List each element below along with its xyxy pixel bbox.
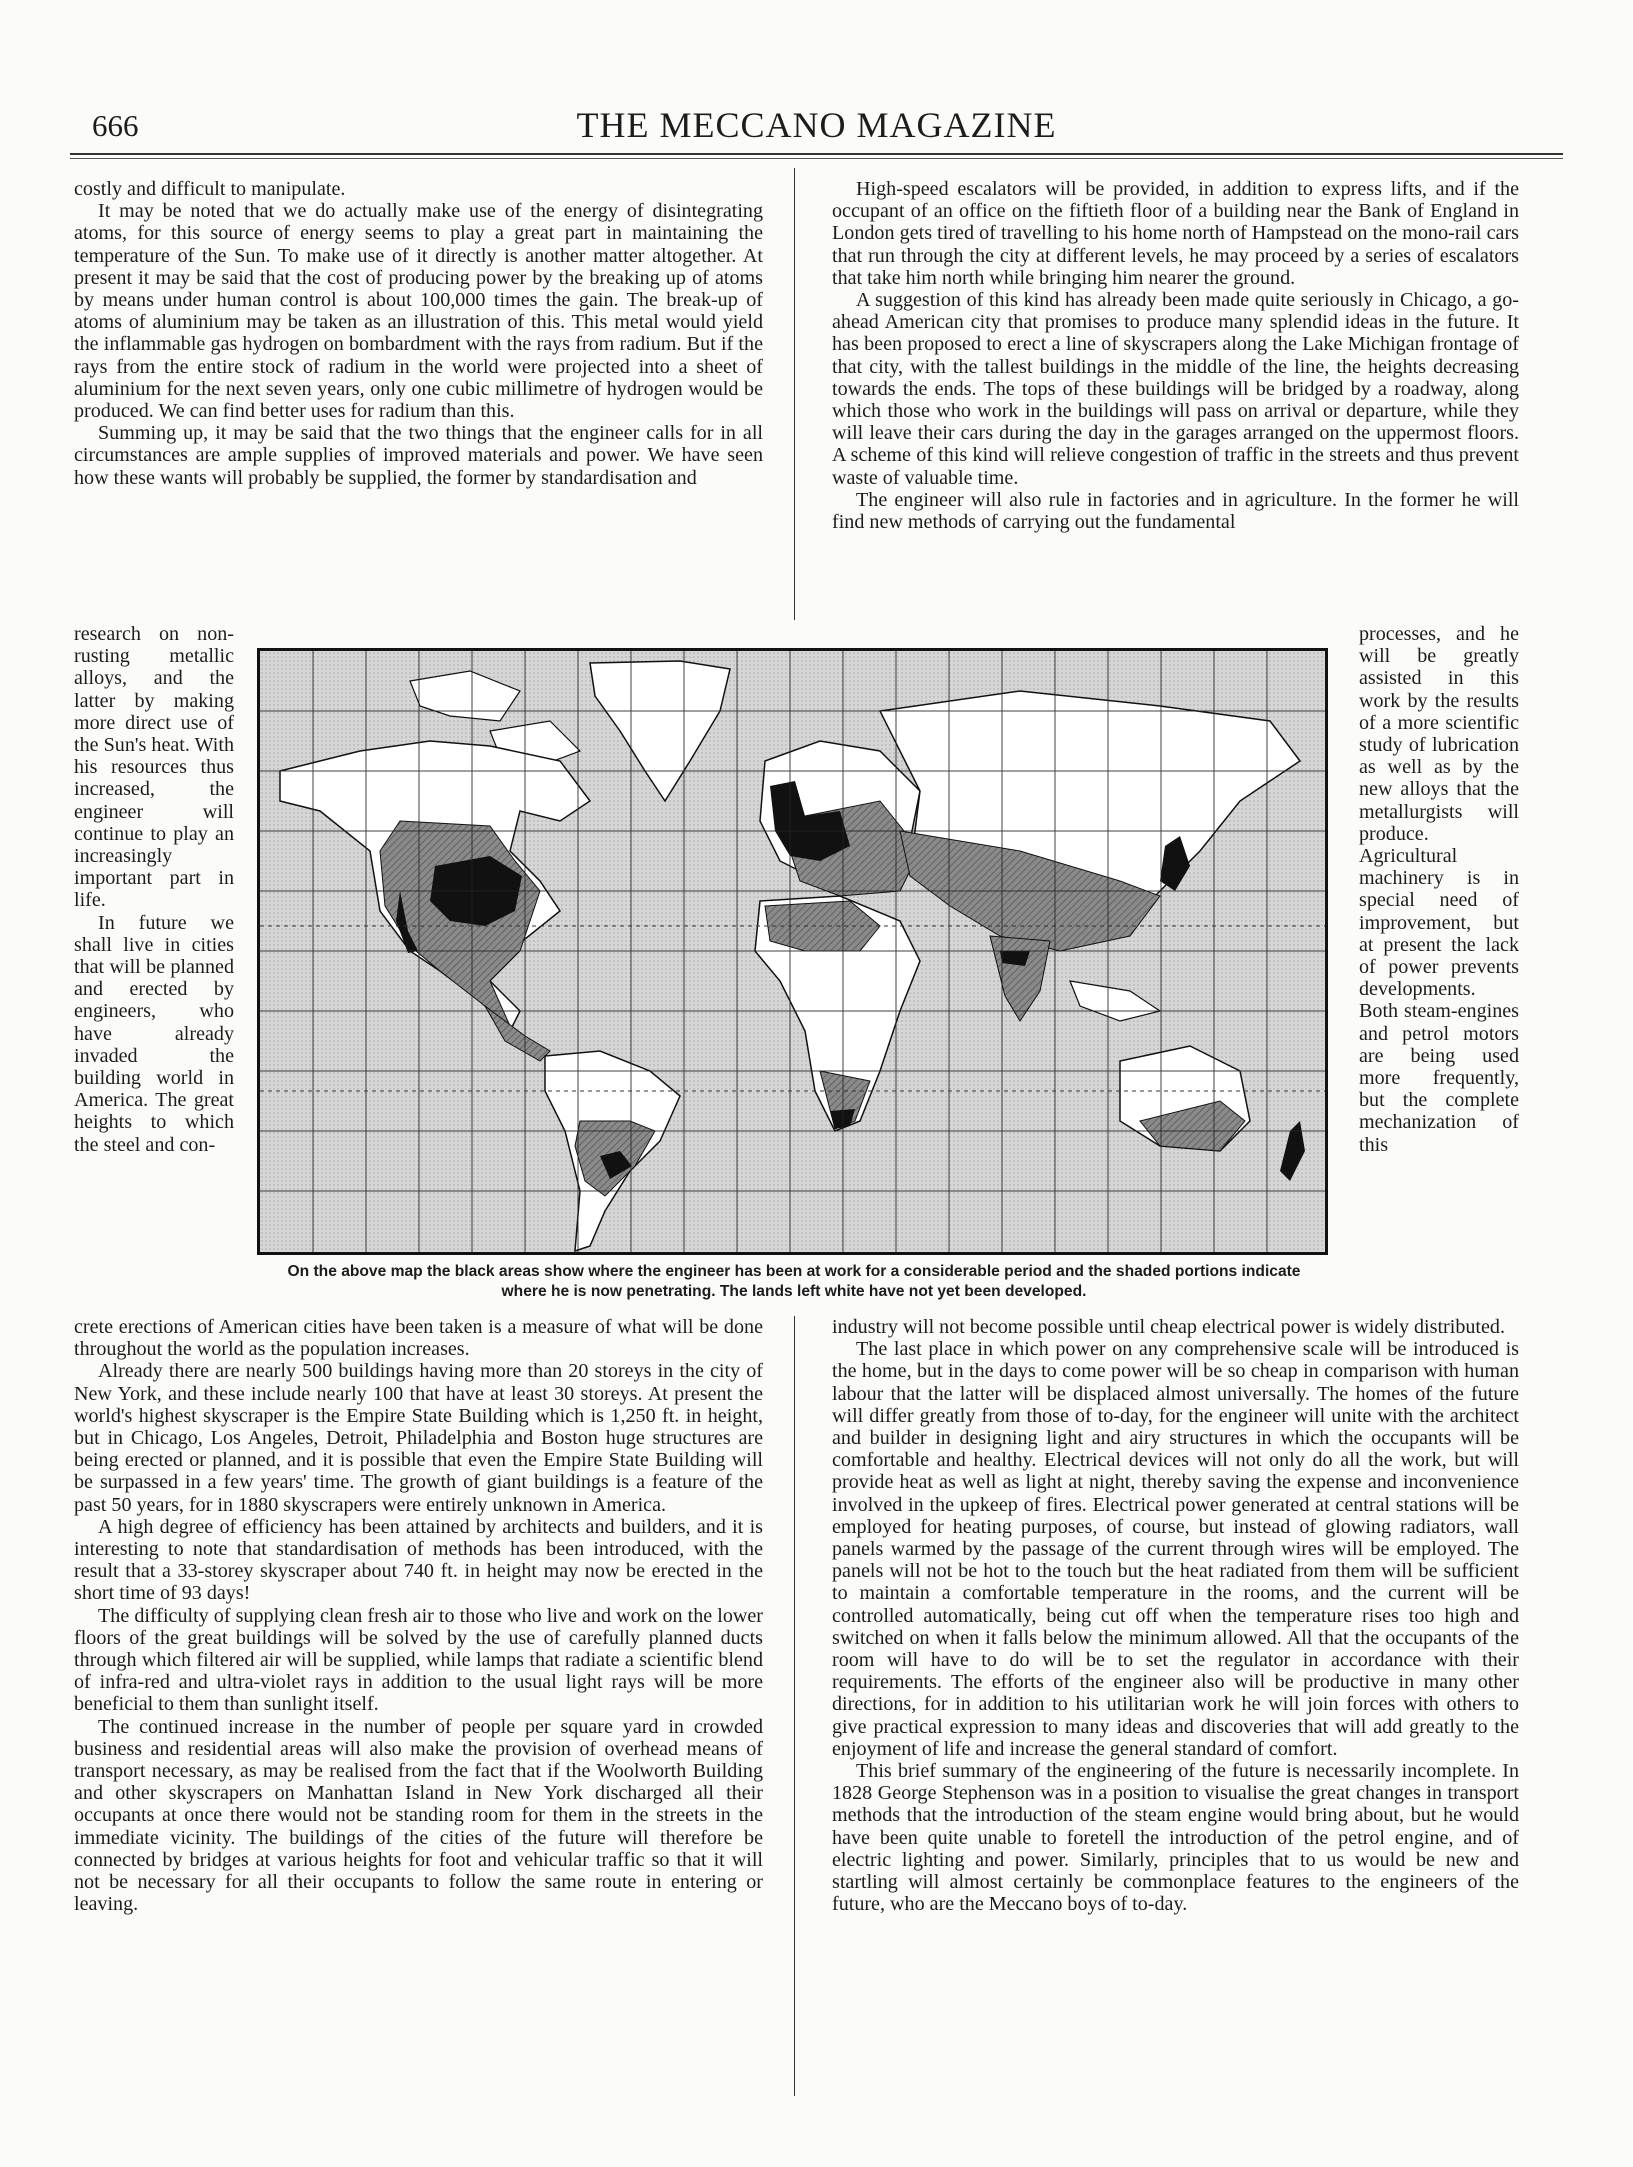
column-divider-bottom [794, 1316, 795, 2096]
paragraph: The last place in which power on any comprehensive scale will be introduced is the home, but in the days to come power will be so cheap in comparison with human labour that the latter will be displaced almost universally. The homes of the future will differ greatly from those of to-day, for the engineer will unite with the architect and builder in designing light and airy structures in which the occupants will be comfortable and healthy. Electrical devices will not only do all the work, but will provide heat as well as light at night, thereby saving the expense and inconvenience involved in the upkeep of fires. Electrical power generated at central stations will be employed for heating purposes, of course, but instead of glowing radiators, wall panels warmed by the passage of the current through wires will be employed. The panels will not be hot to the touch but the heat radiated from them will be sufficient to maintain a comfortable temperature in the rooms, and the current will be controlled automatically, being cut off when the temperature rises too high and switched on when it falls below the minimum allowed. All that the occupants of the room will have to do will be to set the regulator in accordance with their requirements. The efforts of the engineer also will be productive in many other directions, for in addition to his utilitarian work he will join forces with others to give practical expression to many ideas and discoveries that will add greatly to the enjoyment of life and increase the general standard of comfort. [832, 1338, 1519, 1760]
article-wrap-right: processes, and he will be greatly assisted in this work by the results of a more scientific study of lubrication as well as by the new alloys that the metallurgists will produce. Agricultural machinery is in special need of improvement, but at present the lack of power prevents developments. Both steam-engines and petrol motors are being used more frequently, but the complete mechanization of this [1359, 623, 1519, 1156]
page-number: 666 [92, 108, 139, 143]
column-divider-top [794, 168, 795, 620]
caption-line: On the above map the black areas show where the engineer has been at work for a considerable period and the shaded portions indicate [287, 1263, 1301, 1280]
paragraph: Already there are nearly 500 buildings having more than 20 storeys in the city of New York, and these include nearly 100 that have at least 30 storeys. At present the world's highest skyscraper is the Empire State Building which is 1,250 ft. in height, but in Chicago, Los Angeles, Detroit, Philadelphia and Boston huge structures are being erected or planned, and it is possible that even the Empire State Building will be surpassed in a few years' time. The growth of giant buildings is a feature of the past 50 years, for in 1880 skyscrapers were entirely unknown in America. [74, 1360, 763, 1516]
paragraph: In future we shall live in cities that will be planned and erected by engineers, who have already invaded the building world in America. The great heights to which the steel and con- [74, 911, 234, 1156]
world-map-figure [257, 648, 1328, 1259]
paragraph: crete erections of American cities have been taken is a measure of what will be done throughout the world as the population increases. [74, 1316, 763, 1361]
paragraph: industry will not become possible until cheap electrical power is widely distributed. [832, 1316, 1505, 1338]
paragraph: High-speed escalators will be provided, in addition to express lifts, and if the occupant of an office on the fiftieth floor of a building near the Bank of England in London gets tired of travelling to his home north of Hampstead on the mono-rail cars that run through the city at different levels, he may proceed by a series of escalators that take him north while bringing him nearer the ground. [832, 178, 1519, 289]
paragraph: The difficulty of supplying clean fresh air to those who live and work on the lower floors of the great buildings will be solved by the use of carefully planned ducts through which filtered air will be supplied, while lamps that radiate a scientific blend of infra-red and ultra-violet rays in addition to the usual light rays will be more beneficial to them than sunlight itself. [74, 1604, 763, 1716]
paragraph: This brief summary of the engineering of the future is necessarily incomplete. In 1828 George Stephenson was in a position to visualise the great changes in transport methods that the introduction of the steam engine would bring about, but he would have been quite unable to foretell the introduction of the petrol engine, and of electric lighting and power. Similarly, principles that to us would be new and startling will almost certainly be commonplace features to the engineers of the future, who are the Meccano boys of to-day. [832, 1760, 1519, 1916]
article-column-top-left [74, 178, 763, 489]
article-wrap-left [74, 623, 234, 1156]
paragraph: The engineer will also rule in factories and in agriculture. In the former he will find new methods of carrying out the fundamental [832, 488, 1519, 534]
caption-line: where he is now penetrating. The lands left white have not yet been developed. [501, 1283, 1087, 1300]
header-rule-thin [70, 158, 1563, 159]
header-rule [70, 153, 1563, 155]
map-caption [244, 1262, 1344, 1302]
paragraph: It may be noted that we do actually make use of the energy of disintegrating atoms, for this source of energy seems to play a great part in maintaining the temperature of the Sun. To make use of it directly is another matter altogether. At present it may be said that the cost of producing power by the breaking up of atoms by means under human control is about 100,000 times the gain. The break-up of atoms of aluminium may be taken as an illustration of this. This metal would yield the inflammable gas hydrogen on bombardment with the rays from radium. But if the rays from the entire stock of radium in the world were projected into a sheet of aluminium for the next seven years, only one cubic millimetre of hydrogen would be produced. We can find better uses for radium than this. [74, 200, 763, 423]
paragraph: The continued increase in the number of people per square yard in crowded business and residential areas will also make the provision of overhead means of transport necessary, as may be realised from the fact that if the Woolworth Building and other skyscrapers on Manhattan Island in New York discharged all their occupants at once there would not be standing room for them in the streets in the immediate vicinity. The buildings of the cities of the future will therefore be connected by bridges at various heights for foot and vehicular traffic so that it will not be necessary for all their occupants to follow the same route in entering or leaving. [74, 1715, 763, 1916]
paragraph: Summing up, it may be said that the two things that the engineer calls for in all circumstances are ample supplies of improved materials and power. We have seen how these wants will probably be supplied, the former by standardisation and [74, 422, 763, 489]
page-header [0, 0, 1633, 160]
paragraph: research on non-rusting metallic alloys, and the latter by making more direct use of the Sun's heat. With his resources thus increased, the engineer will continue to play an increasingly important part in life. [74, 623, 234, 912]
article-column-bottom-left [74, 1316, 763, 1915]
magazine-title: THE MECCANO MAGAZINE [576, 105, 1057, 145]
paragraph: costly and difficult to manipulate. [74, 178, 346, 200]
paragraph: A high degree of efficiency has been attained by architects and builders, and it is interesting to note that standardisation of methods has been introduced, with the result that a 33-storey skyscraper about 740 ft. in height may now be erected in the short time of 93 days! [74, 1515, 763, 1605]
world-map [257, 648, 1328, 1255]
paragraph: A suggestion of this kind has already been made quite seriously in Chicago, a go-ahead American city that promises to produce many splendid ideas in the future. It has been proposed to erect a line of skyscrapers along the Lake Michigan frontage of that city, with the tallest buildings in the middle of the line, the heights decreasing towards the ends. The tops of these buildings will be bridged by a roadway, along which those who work in the buildings will pass on arrival or departure, while they will leave their cars during the day in the garages arranged on the uppermost floors. A scheme of this kind will relieve congestion of traffic in the streets and thus prevent waste of valuable time. [832, 289, 1519, 489]
world-map-graphic [260, 651, 1325, 1252]
article-column-bottom-right [832, 1316, 1519, 1915]
article-column-top-right [832, 178, 1519, 533]
